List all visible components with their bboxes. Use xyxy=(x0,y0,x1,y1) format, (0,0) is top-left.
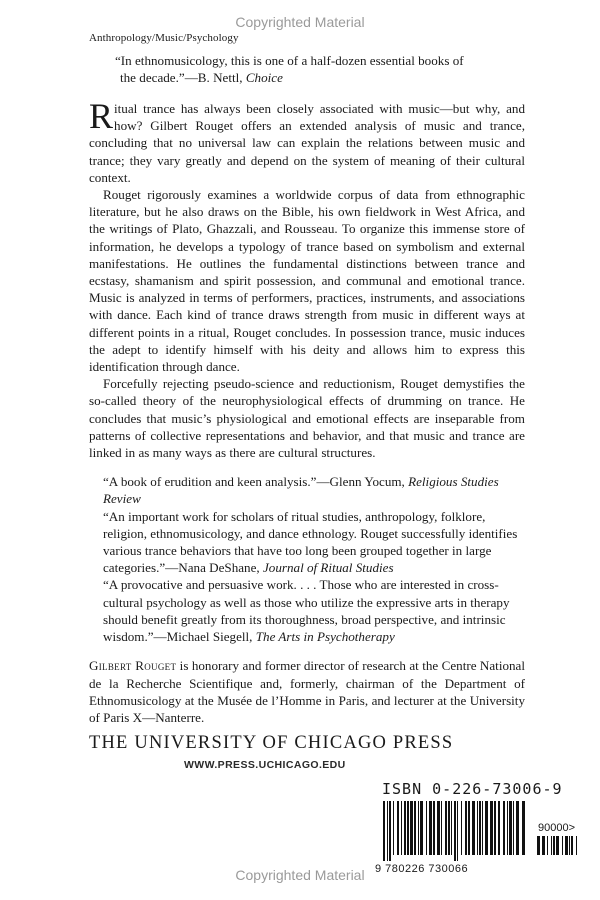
author-name: Gilbert Rouget xyxy=(89,658,177,674)
barcode-bar xyxy=(542,836,545,855)
category-label: Anthropology/Music/Psychology xyxy=(89,32,239,44)
author-bio-text: is honorary and former director of research at the Centre National de la Recherche Scientifique and, formerly, chairman of the Department of Ethnomusicology at the Musée de l’Homme in Paris, and lecturer at the University of Paris X—Nanterre. xyxy=(89,658,525,725)
barcode-bar xyxy=(547,836,548,855)
publisher-name: THE UNIVERSITY OF CHICAGO PRESS xyxy=(89,733,454,753)
barcode-bar xyxy=(490,801,493,855)
barcode-bar xyxy=(404,801,406,855)
barcode-bar xyxy=(482,801,483,855)
author-bio xyxy=(89,657,525,726)
barcode-bar xyxy=(429,801,432,855)
review-blurb-text: “A book of erudition and keen analysis.”—Glenn Yocum, xyxy=(103,474,409,490)
lead-quote-line1: “In ethnomusicology, this is one of a half-dozen essential books of xyxy=(115,53,464,68)
barcode-bar xyxy=(477,801,478,855)
barcode-bar xyxy=(468,801,470,855)
review-blurb xyxy=(89,473,525,507)
isbn-label: ISBN 0-226-73006-9 xyxy=(382,780,563,798)
body-paragraph-2: Rouget rigorously examines a worldwide corpus of data from ethnographic literature, but he also draws on the Bible, his own fieldwork in West Africa, and the writings of Plato, Ghazzali, and Rousseau. To organize this immense store of information, he develops a typology of trance based on symbolism and external manifestations. He outlines the fundamental distinctions between trance and ecstasy, shamanism and spirit possession, and communal and emotional trance. Music is analyzed in terms of performers, practices, instruments, and associations with dance. Each kind of trance draws strength from music in different ways at different points in a ritual, Rouget concludes. In possession trance, music induces the adept to identify himself with his deity and allows him to express this identification through dance. xyxy=(89,187,525,375)
barcode-bar xyxy=(457,801,458,861)
lead-quote-source: Choice xyxy=(245,70,283,85)
barcode-bar xyxy=(576,836,577,855)
barcode-icon xyxy=(383,801,528,861)
back-cover-text xyxy=(89,52,525,726)
barcode-bar xyxy=(522,801,525,855)
barcode-bar xyxy=(537,836,540,855)
barcode-bar xyxy=(562,836,563,855)
barcode-bar xyxy=(397,801,399,855)
review-blurb xyxy=(89,508,525,577)
barcode-bar xyxy=(498,801,500,855)
lead-quote xyxy=(89,52,525,86)
barcode-bar xyxy=(426,801,427,855)
lead-quote-line2: the decade.”—B. Nettl, xyxy=(120,70,246,85)
review-blurb-source: Journal of Ritual Studies xyxy=(262,560,394,576)
barcode-bar xyxy=(513,801,514,855)
review-blurb-text: “An important work for scholars of ritual studies, anthropology, folklore, religion, ethnomusicology, and dance ethnology. Rouget successfully identifies various trance behaviors that have too long been grouped together in large categories.”—Nana DeShane, xyxy=(103,508,518,576)
review-blurb-source: The Arts in Psychotherapy xyxy=(255,629,395,645)
barcode-bar xyxy=(479,801,481,855)
barcode-bar xyxy=(393,801,394,855)
barcode-bar xyxy=(454,801,456,861)
barcode-bar xyxy=(437,801,440,855)
barcode-bar xyxy=(448,801,450,855)
barcode-bar xyxy=(407,801,409,855)
barcode-bar xyxy=(556,836,559,855)
review-blurb xyxy=(89,576,525,645)
barcode-bar xyxy=(461,801,462,855)
barcode-bar xyxy=(507,801,508,855)
barcode-bar xyxy=(553,836,555,855)
barcode-addon-icon xyxy=(537,836,577,861)
barcode-bar xyxy=(401,801,402,855)
review-blurb-source: Religious Studies Review xyxy=(103,474,499,507)
barcode-bar xyxy=(569,836,570,855)
barcode-bar xyxy=(383,801,385,861)
barcode-bar xyxy=(516,801,519,855)
barcode-bar xyxy=(472,801,475,855)
body-paragraph-1 xyxy=(89,96,525,186)
barcode-bar xyxy=(418,801,419,855)
barcode-bar xyxy=(451,801,452,855)
barcode-bar xyxy=(465,801,467,855)
barcode-bar xyxy=(551,836,552,855)
publisher-url: WWW.PRESS.UCHICAGO.EDU xyxy=(184,759,346,771)
barcode-bar xyxy=(565,836,568,855)
barcode-bar xyxy=(441,801,442,855)
barcode-bar xyxy=(571,836,573,855)
barcode-addon-number: 90000> xyxy=(538,822,576,834)
barcode-bar xyxy=(503,801,505,855)
barcode-bar xyxy=(414,801,416,855)
barcode-number: 9 780226 730066 xyxy=(375,863,469,875)
dropcap: R xyxy=(89,96,114,136)
barcode-bar xyxy=(485,801,488,855)
review-blurb-text: “A provocative and persuasive work. . . . Those who are interested in cross-cultural psychology as well as those who utilize the expressive arts in therapy should benefit greatly from its thoroughness, broad perspective, and intrinsic wisdom.”—Michael Siegell, xyxy=(103,577,510,645)
barcode-bar xyxy=(494,801,496,855)
watermark-top: Copyrighted Material xyxy=(235,14,365,30)
review-blurbs xyxy=(89,473,525,645)
barcode-bar xyxy=(387,801,388,861)
barcode-bar xyxy=(509,801,512,855)
barcode-bar xyxy=(433,801,435,855)
watermark-bottom: Copyrighted Material xyxy=(235,867,365,883)
barcode-bar xyxy=(410,801,413,855)
body-paragraph-1-text: itual trance has always been closely associated with music—but why, and how? Gilbert Rouget offers an extended analysis of music and trance, concluding that no universal law can explain the relations between music and trance; they vary greatly and depend on the system of meaning of their cultural context. xyxy=(89,101,525,185)
barcode-bar xyxy=(420,801,423,855)
barcode-bar xyxy=(445,801,447,855)
barcode-bar xyxy=(389,801,391,861)
body-paragraph-3: Forcefully rejecting pseudo-science and reductionism, Rouget demystifies the so-called theory of the neurophysiological effects of drumming on trance. He concludes that music’s physiological and emotional effects are inseparable from patterns of collective representations and behavior, and that music and trance are linked in as many ways as there are cultural structures. xyxy=(89,376,525,461)
